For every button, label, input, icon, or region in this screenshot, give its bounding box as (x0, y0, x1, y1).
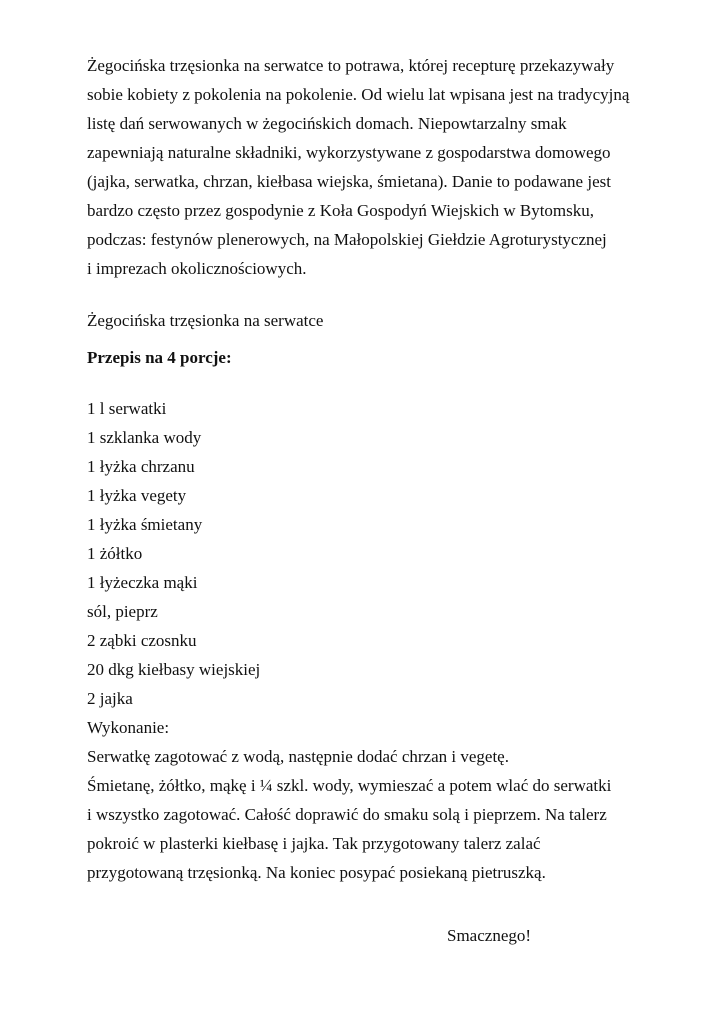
intro-line: bardzo często przez gospodynie z Koła Gospodyń Wiejskich w Bytomsku, (87, 201, 595, 220)
intro-line: zapewniają naturalne składniki, wykorzystywane z gospodarstwa domowego (87, 143, 611, 162)
portions-heading: Przepis na 4 porcje: (87, 348, 232, 367)
ingredient-item: 1 łyżka vegety (87, 486, 187, 505)
ingredient-item: 2 ząbki czosnku (87, 631, 197, 650)
intro-line: i imprezach okolicznościowych. (87, 259, 307, 278)
intro-line: Żegocińska trzęsionka na serwatce to potrawa, której recepturę przekazywały (87, 56, 615, 75)
ingredient-item: 1 łyżeczka mąki (87, 573, 198, 592)
ingredient-item: 20 dkg kiełbasy wiejskiej (87, 660, 261, 679)
ingredient-item: 1 szklanka wody (87, 428, 202, 447)
intro-line: (jajka, serwatka, chrzan, kiełbasa wiejska, śmietana). Danie to podawane jest (87, 172, 611, 191)
ingredient-item: sól, pieprz (87, 602, 158, 621)
intro-line: sobie kobiety z pokolenia na pokolenie. Od wielu lat wpisana jest na tradycyjną (87, 85, 630, 104)
ingredient-item: 1 l serwatki (87, 399, 167, 418)
intro-line: listę dań serwowanych w żegocińskich domach. Niepowtarzalny smak (87, 114, 567, 133)
recipe-title: Żegocińska trzęsionka na serwatce (87, 311, 324, 330)
method-line: i wszystko zagotować. Całość doprawić do smaku solą i pieprzem. Na talerz (87, 805, 607, 824)
method-heading: Wykonanie: (87, 718, 170, 737)
closing-text: Smacznego! (447, 926, 532, 945)
ingredient-item: 1 żółtko (87, 544, 143, 563)
ingredient-item: 1 łyżka śmietany (87, 515, 203, 534)
method-line: pokroić w plasterki kiełbasę i jajka. Tak przygotowany talerz zalać (87, 834, 541, 853)
intro-line: podczas: festynów plenerowych, na Małopolskiej Giełdzie Agroturystycznej (87, 230, 607, 249)
method-line: Śmietanę, żółtko, mąkę i ¼ szkl. wody, wymieszać a potem wlać do serwatki (87, 776, 612, 795)
method-line: Serwatkę zagotować z wodą, następnie dodać chrzan i vegetę. (87, 747, 509, 766)
method-line: przygotowaną trzęsionką. Na koniec posypać posiekaną pietruszką. (87, 863, 546, 882)
ingredient-item: 1 łyżka chrzanu (87, 457, 195, 476)
ingredient-item: 2 jajka (87, 689, 133, 708)
